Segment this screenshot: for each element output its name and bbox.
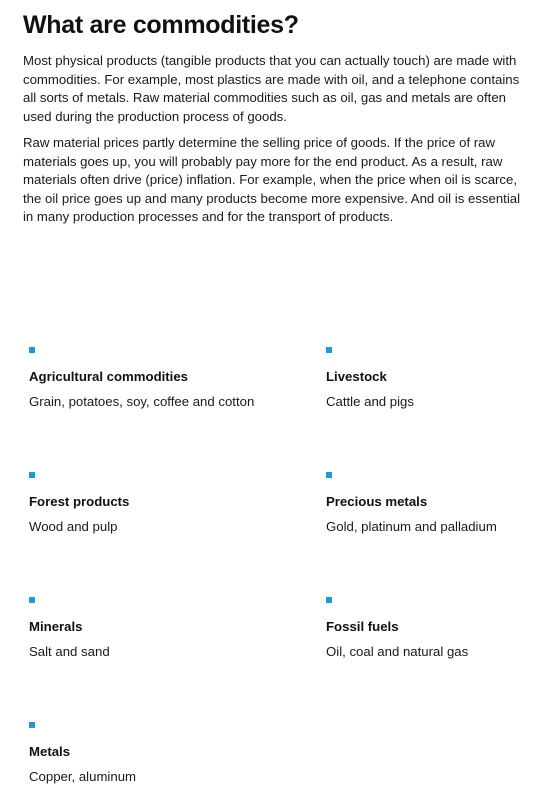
category-description: Wood and pulp — [29, 519, 118, 534]
category-forest-products — [29, 472, 279, 535]
square-bullet-icon — [326, 472, 332, 478]
category-title: Agricultural commodities — [29, 369, 189, 384]
category-description: Oil, coal and natural gas — [326, 644, 469, 659]
category-title: Precious metals — [326, 494, 428, 509]
category-fossil-fuels — [326, 597, 541, 660]
square-bullet-icon — [29, 347, 35, 353]
category-description: Salt and sand — [29, 644, 110, 659]
square-bullet-icon — [326, 597, 332, 603]
category-description: Gold, platinum and palladium — [326, 519, 497, 534]
category-precious-metals — [326, 472, 541, 535]
category-title: Minerals — [29, 619, 83, 634]
article — [23, 0, 523, 227]
category-agricultural — [29, 347, 279, 410]
square-bullet-icon — [29, 722, 35, 728]
category-metals — [29, 722, 279, 785]
square-bullet-icon — [29, 597, 35, 603]
category-livestock — [326, 347, 541, 410]
square-bullet-icon — [29, 472, 35, 478]
category-title: Forest products — [29, 494, 130, 509]
square-bullet-icon — [326, 347, 332, 353]
category-title: Fossil fuels — [326, 619, 399, 634]
category-title: Livestock — [326, 369, 387, 384]
category-description: Cattle and pigs — [326, 394, 414, 409]
category-minerals — [29, 597, 279, 660]
price-paragraph: Raw material prices partly determine the selling price of goods. If the price of raw materials goes up, you will probably pay more for the end product. As a result, raw materials often drive (price) inflation. For example, when the price when oil is scarce, the oil price goes up and many products become more expensive. And oil is essential in many production processes and for the transport of products. — [23, 135, 521, 224]
page-title: What are commodities? — [23, 11, 299, 39]
category-description: Grain, potatoes, soy, coffee and cotton — [29, 394, 255, 409]
category-description: Copper, aluminum — [29, 769, 137, 784]
category-title: Metals — [29, 744, 71, 759]
intro-paragraph: Most physical products (tangible products that you can actually touch) are made with commodities. For example, most plastics are made with oil, and a telephone contains all sorts of metals. Raw material commodities such as oil, gas and metals are often used during the production process of goods. — [23, 53, 520, 124]
